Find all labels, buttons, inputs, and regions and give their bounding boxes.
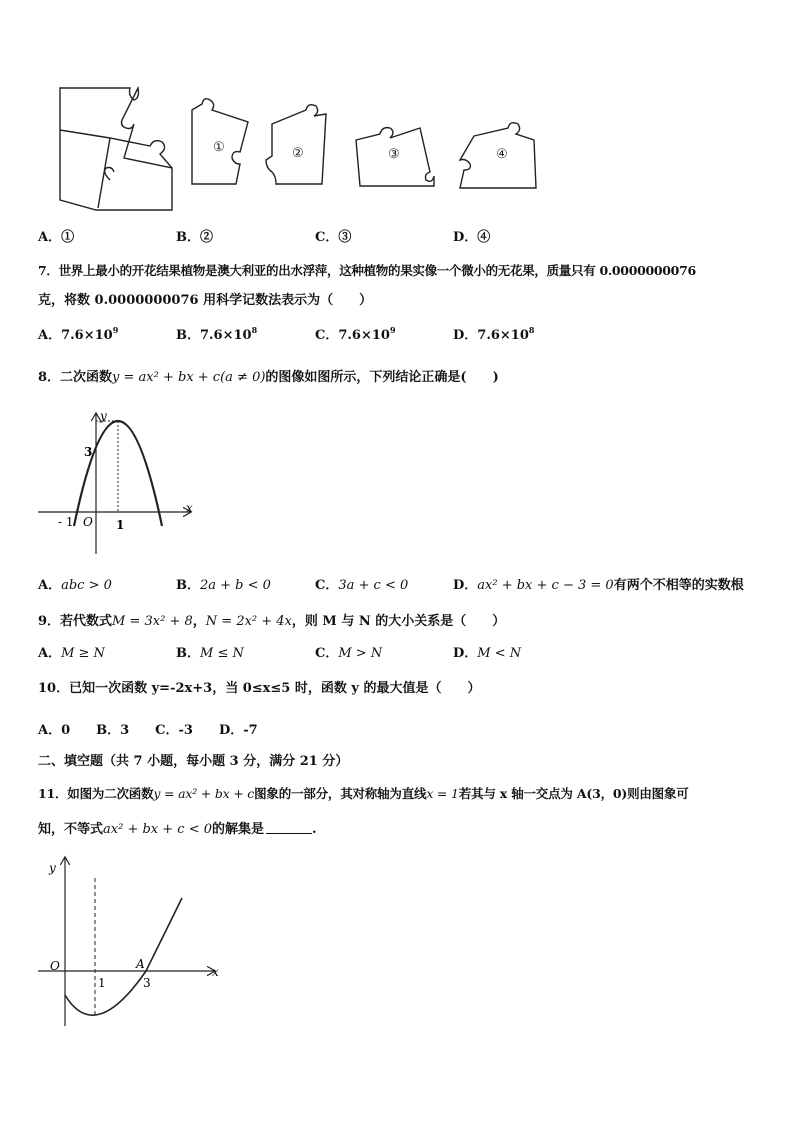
q9-n-expression: N = 2x² + 4x [205,614,292,629]
parabola [65,898,182,1015]
puzzle-piece-2 [266,105,326,184]
assembled-puzzle [60,88,172,210]
q6-option-c: C．③ [315,230,352,245]
x-label: x [186,501,193,515]
piece-1-label: ① [213,140,225,155]
q8-option-c: C．3a + c < 0 [315,578,409,593]
q8-stem: 8．二次函数y = ax² + bx + c(a ≠ 0)的图像如图所示，下列结论正确是( ) [38,370,499,385]
q8-option-d: D．ax² + bx + c − 3 = 0有两个不相等的实数根 [453,578,744,593]
q11-axis: x = 1 [426,786,459,801]
q9-stem: 9．若代数式M = 3x² + 8，N = 2x² + 4x，则 M 与 N 的大小关系是（ ） [38,614,506,629]
q9-option-d: D．M < N [453,646,522,661]
y-label: y [49,861,56,875]
q10-options: A．0 B．3 C．-3 D．-7 [38,723,258,738]
tick-neg1: - 1 [58,515,74,529]
q8-formula: y = ax² + bx + c(a ≠ 0) [112,370,266,385]
q7-option-d: D．$7.6\times 10^8$ [453,325,535,343]
q7-option-b: B．$7.6\times 10^8$ [176,325,258,343]
q8-graph [36,408,206,560]
q6-option-d: D．④ [453,230,491,245]
q8-option-a: A．abc > 0 [38,578,112,593]
q10-stem: 10．已知一次函数 y=-2x+3，当 0≤x≤5 时，函数 y 的最大值是（ ） [38,681,481,696]
point-a-label: A [136,957,145,971]
q7-option-c: C．$7.6\times 10^9$ [315,325,396,343]
q7-line2: 克，将数 0.0000000076 用科学记数法表示为（ ） [38,293,373,308]
q11-line2: 知，不等式ax² + bx + c < 0的解集是 . [38,822,317,837]
q11-formula: y = ax² + bx + c [153,786,255,801]
section-2-title: 二、填空题（共 7 小题，每小题 3 分，满分 21 分） [38,754,349,769]
q9-option-a: A．M ≥ N [38,646,105,661]
tick-1: 1 [116,518,125,532]
q7-line1: 7．世界上最小的开花结果植物是澳大利亚的出水浮萍，这种植物的果实像一个微小的无花果，质量只有 0.0000000076 [38,263,696,278]
q8-option-b: B．2a + b < 0 [176,578,271,593]
tick-1: 1 [98,976,106,990]
q9-m-expression: M = 3x² + 8 [112,614,193,629]
x-label: x [212,965,219,979]
q11-graph [34,850,224,1032]
answer-blank[interactable] [266,821,312,834]
q6-option-a: A．① [38,230,75,245]
puzzle-figure [50,80,550,220]
puzzle-piece-4 [460,123,536,188]
piece-3-label: ③ [388,147,400,162]
q9-option-b: B．M ≤ N [176,646,244,661]
origin-label: O [50,959,60,973]
piece-2-label: ② [292,146,304,161]
origin-label: O [83,515,93,529]
q9-option-c: C．M > N [315,646,383,661]
puzzle-piece-1 [192,99,248,184]
tick-3: 3 [143,976,151,990]
puzzle-piece-3 [356,128,434,186]
q7-option-a: A．$7.6\times 10^9$ [38,325,119,343]
q11-line1: 11．如图为二次函数y = ax² + bx + c图象的一部分，其对称轴为直线x = 1若其与 x 轴一交点为 A(3，0)则由图象可 [38,786,689,801]
tick-3: 3 [84,445,93,459]
q11-inequality: ax² + bx + c < 0 [103,822,212,837]
q6-option-b: B．② [176,230,214,245]
piece-4-label: ④ [496,147,508,162]
y-label: y [100,409,107,423]
